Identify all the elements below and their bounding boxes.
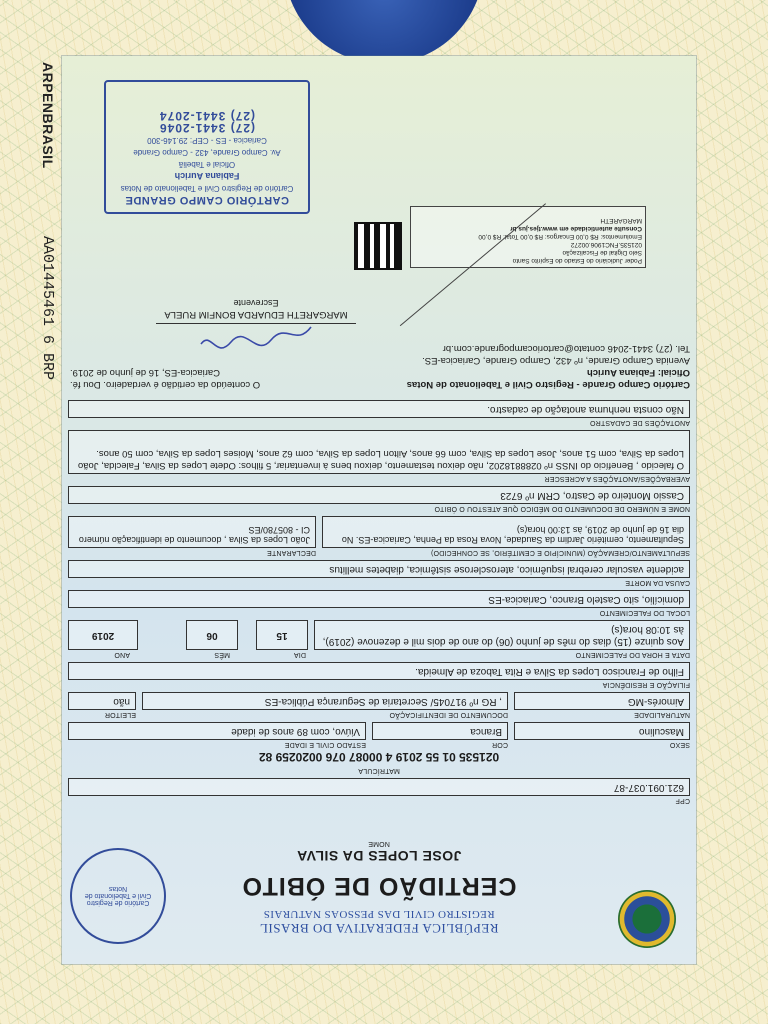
stamp-line8: (27) 3441-2074 [158,109,256,123]
mes-label: MÊS [214,651,230,658]
stamp-line7: (27) 3441-2046 [158,121,256,135]
mes-field: 06 [186,620,238,650]
escrevente-nome: MARGARETH EDUARDA BONFIM RUELA [164,309,348,320]
cartorio-info [390,342,690,390]
cor-label: COR [491,741,508,748]
certification-text [70,366,376,390]
cpf-label: CPF [675,797,690,804]
stamp-line5: Av. Campo Grande, 432 - Campo Grande [133,148,281,157]
sexo-field: Masculino [514,722,690,740]
dia-label: DIA [293,651,306,658]
ano-field: 2019 [68,620,138,650]
stamp-line2: Cartório de Registro Civil e Tabelionato de Notas [120,184,294,193]
selo-titulo: Selo Digital de Fiscalização [562,249,642,256]
data-hora-field: Aos quinze (15) dias do mês de junho (06) do ano de dois mil e dezenove (2019), às 10:08 hora(s) [314,620,690,650]
dia-field: 15 [256,620,308,650]
selo-codigo: 021535.FNC1906.00272 [570,241,642,248]
qr-code-icon [354,222,402,270]
medico-label: NOME E NÚMERO DE DOCUMENTO DO MÉDICO QUE ATESTOU O ÓBITO [434,505,690,512]
stamp-line3: Fabiana Aurich [174,171,240,181]
death-certificate [62,56,696,964]
cartorio-contato: Tel. (27) 3441-2046 contato@cartoriocampogrande.com.br [442,343,690,354]
cor-field: Branca [372,722,508,740]
medico-field: Cassio Monteiro de Castro, CRM nº 6723 [68,486,690,504]
eleitor-label: ELEITOR [104,711,136,718]
serial-number: AA01445461 6 BRP [39,236,56,381]
top-blue-seal [284,0,484,64]
cartorio-rubber-stamp [104,80,310,214]
causa-label: CAUSA DA MORTE [625,579,690,586]
cpf-field: 621.091.037-87 [68,778,690,796]
handwritten-signature [196,318,316,352]
cartorio-name: Cartório Campo Grande - Registro Civil e Tabelionato de Notas [406,379,690,390]
stamp-line4: Oficial e Tabeliã [178,160,236,169]
data-hora-label: DATA E HORA DO FALECIMENTO [575,651,690,658]
filiacao-label: FILIAÇÃO E RESIDÊNCIA [602,681,690,688]
certifico-statement: O conteúdo da certidão é verdadeiro. Dou fé. [70,379,261,390]
brazil-coat-of-arms-icon [618,890,676,948]
selo-assinante: MARGARETH [600,217,642,224]
local-field: domicílio, sito Castelo Branco, Cariacica-ES [68,590,690,608]
matricula-number: 021535 01 55 2019 4 00087 076 0020259 82 [258,750,500,764]
anotacoes-label: ANOTAÇÕES DE CADASTRO [589,419,690,426]
anotacoes-field: Não consta nenhuma anotação de cadastro. [68,400,690,418]
stamp-line6: Cariacica - ES - CEP: 29.146-300 [147,136,267,145]
naturalidade-field: Aimorés-MG [514,692,690,710]
eleitor-field: não [68,692,136,710]
stamp-line1: CARTÓRIO CAMPO GRANDE [125,194,289,206]
local-label: LOCAL DO FALECIMENTO [599,609,690,616]
escrevente-cargo: Escrevente [233,298,279,308]
cartorio-oficial: Oficial: Fabiana Aurich [586,367,690,378]
selo-emolumentos: Emolumentos: R$ 0,00 Encargos: R$ 0,00 Total: R$ 0,00 [478,233,642,240]
causa-field: acidente vascular cerebral isquêmico, aterosclerose sistêmica, diabetes mellitus [68,560,690,578]
estado-civil-field: Viúvo, com 89 anos de idade [68,722,366,740]
naturalidade-label: NATURALIDADE [634,711,690,718]
filiacao-field: Filho de Francisco Lopes da Silva e Rita Taboza de Almeida. [68,662,690,680]
sepultamento-field: Sepultamento, cemitério Jardim da Saudade, Nova Rosa da Penha, Cariacica-ES. No dia 16 de junho de 2019, às 13:00 hora(s) [322,516,690,548]
matricula-label: MATRÍCULA [358,767,400,774]
estado-civil-label: ESTADO CIVIL E IDADE [284,741,366,748]
selo-consulte: Consulte autenticidade em www.tjes.jus.br [510,225,642,232]
arpen-brasil-label: ARPENBRASIL [40,62,56,169]
selo-digital-box [410,206,646,268]
deceased-name: JOSE LOPES DA SILVA [296,848,462,864]
averbacoes-field: O falecido , Benefício do INSS nº 0288818202, não deixou testamento, deixou bens à inventariar, 5 filhos: Odete Lopes da Silva, Faleclda, João Lopes da Silva, com 51 anos, Jose Lopes da Silva, com 66 anos, Ailton Lopes da Silva, com 62 anos, Moises Lopes da Silva, com 50 anos. [68,430,690,474]
round-notary-seal: Cartório de Registro Civil e Tabelionato de Notas [70,848,166,944]
documento-field: , RG nº 917045/ Secretaria de Segurança Pública-ES [142,692,508,710]
declarante-label: DECLARANTE [266,549,316,556]
cartorio-endereco: Avenida Campo Grande, nº 432, Campo Grande, Cariacica-ES. [422,355,690,366]
republic-heading: REPÚBLICA FEDERATIVA DO BRASIL [259,921,499,936]
selo-poder: Poder Judiciário do Estado do Espírito Santo [512,257,642,264]
ano-label: ANO [114,651,130,658]
averbacoes-label: AVERBAÇÕES/ANOTAÇÕES A ACRESCER [544,475,690,482]
document-title: CERTIDÃO DE ÓBITO [241,872,517,900]
local-data-emissao: Cariacica-ES, 16 de junho de 2019. [70,367,220,378]
declarante-field: João Lopes da Silva , documento de identificação número CI - 805780/ES [68,516,316,548]
documento-label: DOCUMENTO DE IDENTIFICAÇÃO [389,711,508,718]
sepultamento-label: SEPULTAMENTO/CREMAÇÃO (MUNICÍPIO E CEMITÉRIO, SE CONHECIDO) [430,549,690,556]
registry-heading: REGISTRO CIVIL DAS PESSOAS NATURAIS [263,908,495,920]
sexo-label: SEXO [669,741,690,748]
name-label: NOME [368,840,390,847]
